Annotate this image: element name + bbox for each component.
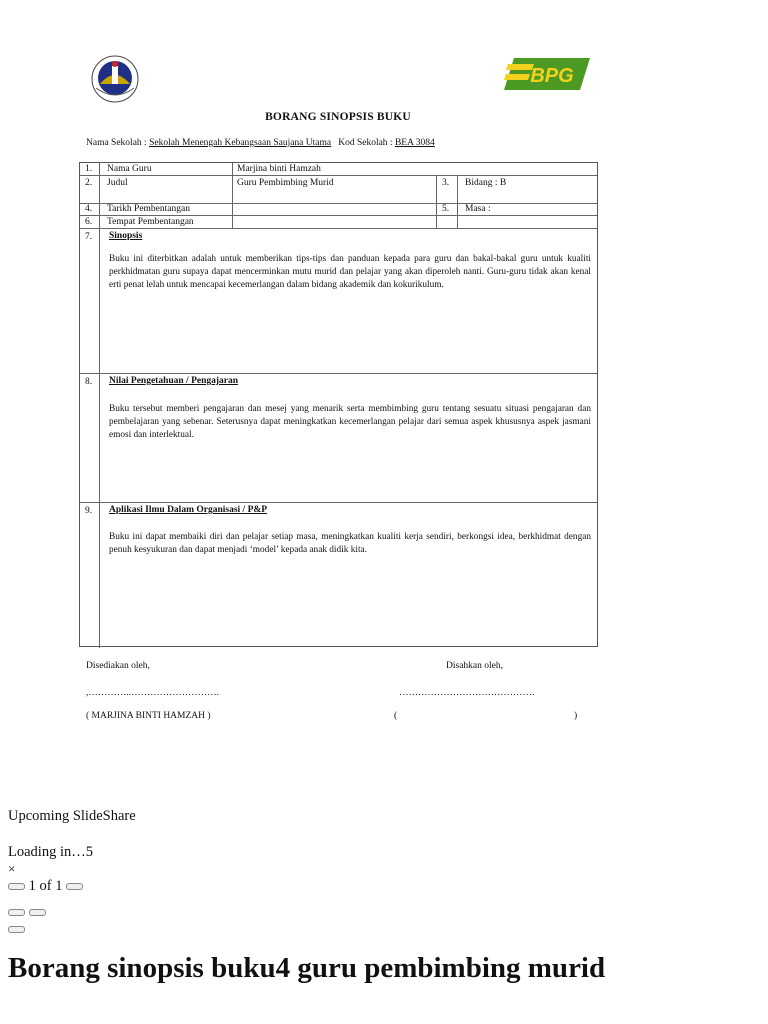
presentation-venue-label: Tempat Pembentangan	[107, 217, 194, 227]
signature-line-left: ,…………..……………………….	[86, 688, 219, 698]
preparer-name: ( MARJINA BINTI HAMZAH )	[86, 711, 211, 721]
school-label: Nama Sekolah :	[86, 138, 147, 148]
school-code-label: Kod Sekolah :	[338, 138, 393, 148]
school-code: BEA 3084	[394, 138, 435, 148]
bpg-logo	[504, 54, 592, 94]
time-label: Masa :	[465, 204, 491, 214]
upcoming-slideshare: Upcoming SlideShare	[8, 808, 136, 824]
row-number: 1.	[85, 164, 93, 174]
synopsis-text: Buku ini diterbitkan adalah untuk memberikan tips-tips dan panduan kepada para guru dan bakal-bakal guru untuk kualiti perkhidmatan guru supaya dapat mencerminkan mutu murid dan pelajar yang akan diperoleh nanti. Guru-guru tidak akan kenal erti penat lelah untuk mencapai kecemerlangan dalam bidang akademik dan kokurikulum.	[109, 254, 591, 290]
title-value: Guru Pembimbing Murid	[237, 178, 334, 188]
school-crest-icon	[82, 54, 148, 104]
teacher-name-value: Marjina binti Hamzah	[237, 164, 321, 174]
row-number: 7.	[85, 232, 93, 242]
viewer-controls-extra	[8, 920, 25, 938]
approved-by-label: Disahkan oleh,	[446, 661, 503, 671]
title-label: Judul	[107, 178, 128, 188]
loading-countdown: Loading in…5	[8, 844, 93, 860]
page-title: Borang sinopsis buku4 guru pembimbing murid	[8, 952, 606, 984]
field-label: Bidang : B	[465, 178, 507, 188]
row-number: 9.	[85, 506, 93, 516]
presentation-date-label: Tarikh Pembentangan	[107, 204, 190, 214]
control-button[interactable]	[29, 909, 46, 916]
control-button[interactable]	[8, 926, 25, 933]
bpg-logo-icon	[504, 54, 592, 94]
svg-text:BPG: BPG	[530, 65, 574, 87]
synopsis-form-table	[79, 162, 598, 647]
close-icon[interactable]: ×	[8, 861, 16, 876]
prepared-by-label: Disediakan oleh,	[86, 661, 150, 671]
school-crest-logo	[82, 54, 148, 104]
knowledge-value-heading: Nilai Pengetahuan / Pengajaran	[109, 376, 239, 386]
pagination	[8, 878, 83, 895]
school-info	[86, 138, 435, 148]
signature-line-right: …………………………………….	[399, 688, 535, 698]
row-number: 2.	[85, 178, 93, 188]
synopsis-heading: Sinopsis	[109, 231, 143, 241]
approver-paren-close: )	[574, 711, 578, 721]
document-title: BORANG SINOPSIS BUKU	[265, 111, 411, 123]
teacher-name-label: Nama Guru	[107, 164, 152, 174]
next-button[interactable]	[66, 883, 83, 890]
previous-button[interactable]	[8, 883, 25, 890]
application-heading: Aplikasi Ilmu Dalam Organisasi / P&P	[109, 505, 268, 515]
approver-paren-open: (	[394, 711, 398, 721]
control-button[interactable]	[8, 909, 25, 916]
school-name: Sekolah Menengah Kebangsaan Saujana Utama	[149, 138, 332, 148]
application-text: Buku ini dapat membaiki diri dan pelajar setiap masa, meningkatkan kualiti kerja sendiri, berkongsi idea, berkhidmat dengan penuh kesyukuran dan dapat menjadi ‘model’ kepada anak didik kita.	[109, 532, 591, 555]
row-number: 8.	[85, 377, 93, 387]
knowledge-value-text: Buku tersebut memberi pengajaran dan mesej yang menarik serta membimbing guru tentang sesuatu situasi pengajaran dan pembelajaran yang sebenar. Seterusnya dapat meningkatkan kecemerlangan pelajar dari semua aspek khususnya aspek jasmani emosi dan interlektual.	[109, 404, 591, 440]
row-number: 4.	[85, 204, 93, 214]
row-number: 5.	[442, 204, 450, 214]
row-number: 3.	[442, 178, 450, 188]
page-indicator: 1 of 1	[28, 878, 63, 894]
viewer-controls	[8, 903, 46, 921]
row-number: 6.	[85, 217, 93, 227]
